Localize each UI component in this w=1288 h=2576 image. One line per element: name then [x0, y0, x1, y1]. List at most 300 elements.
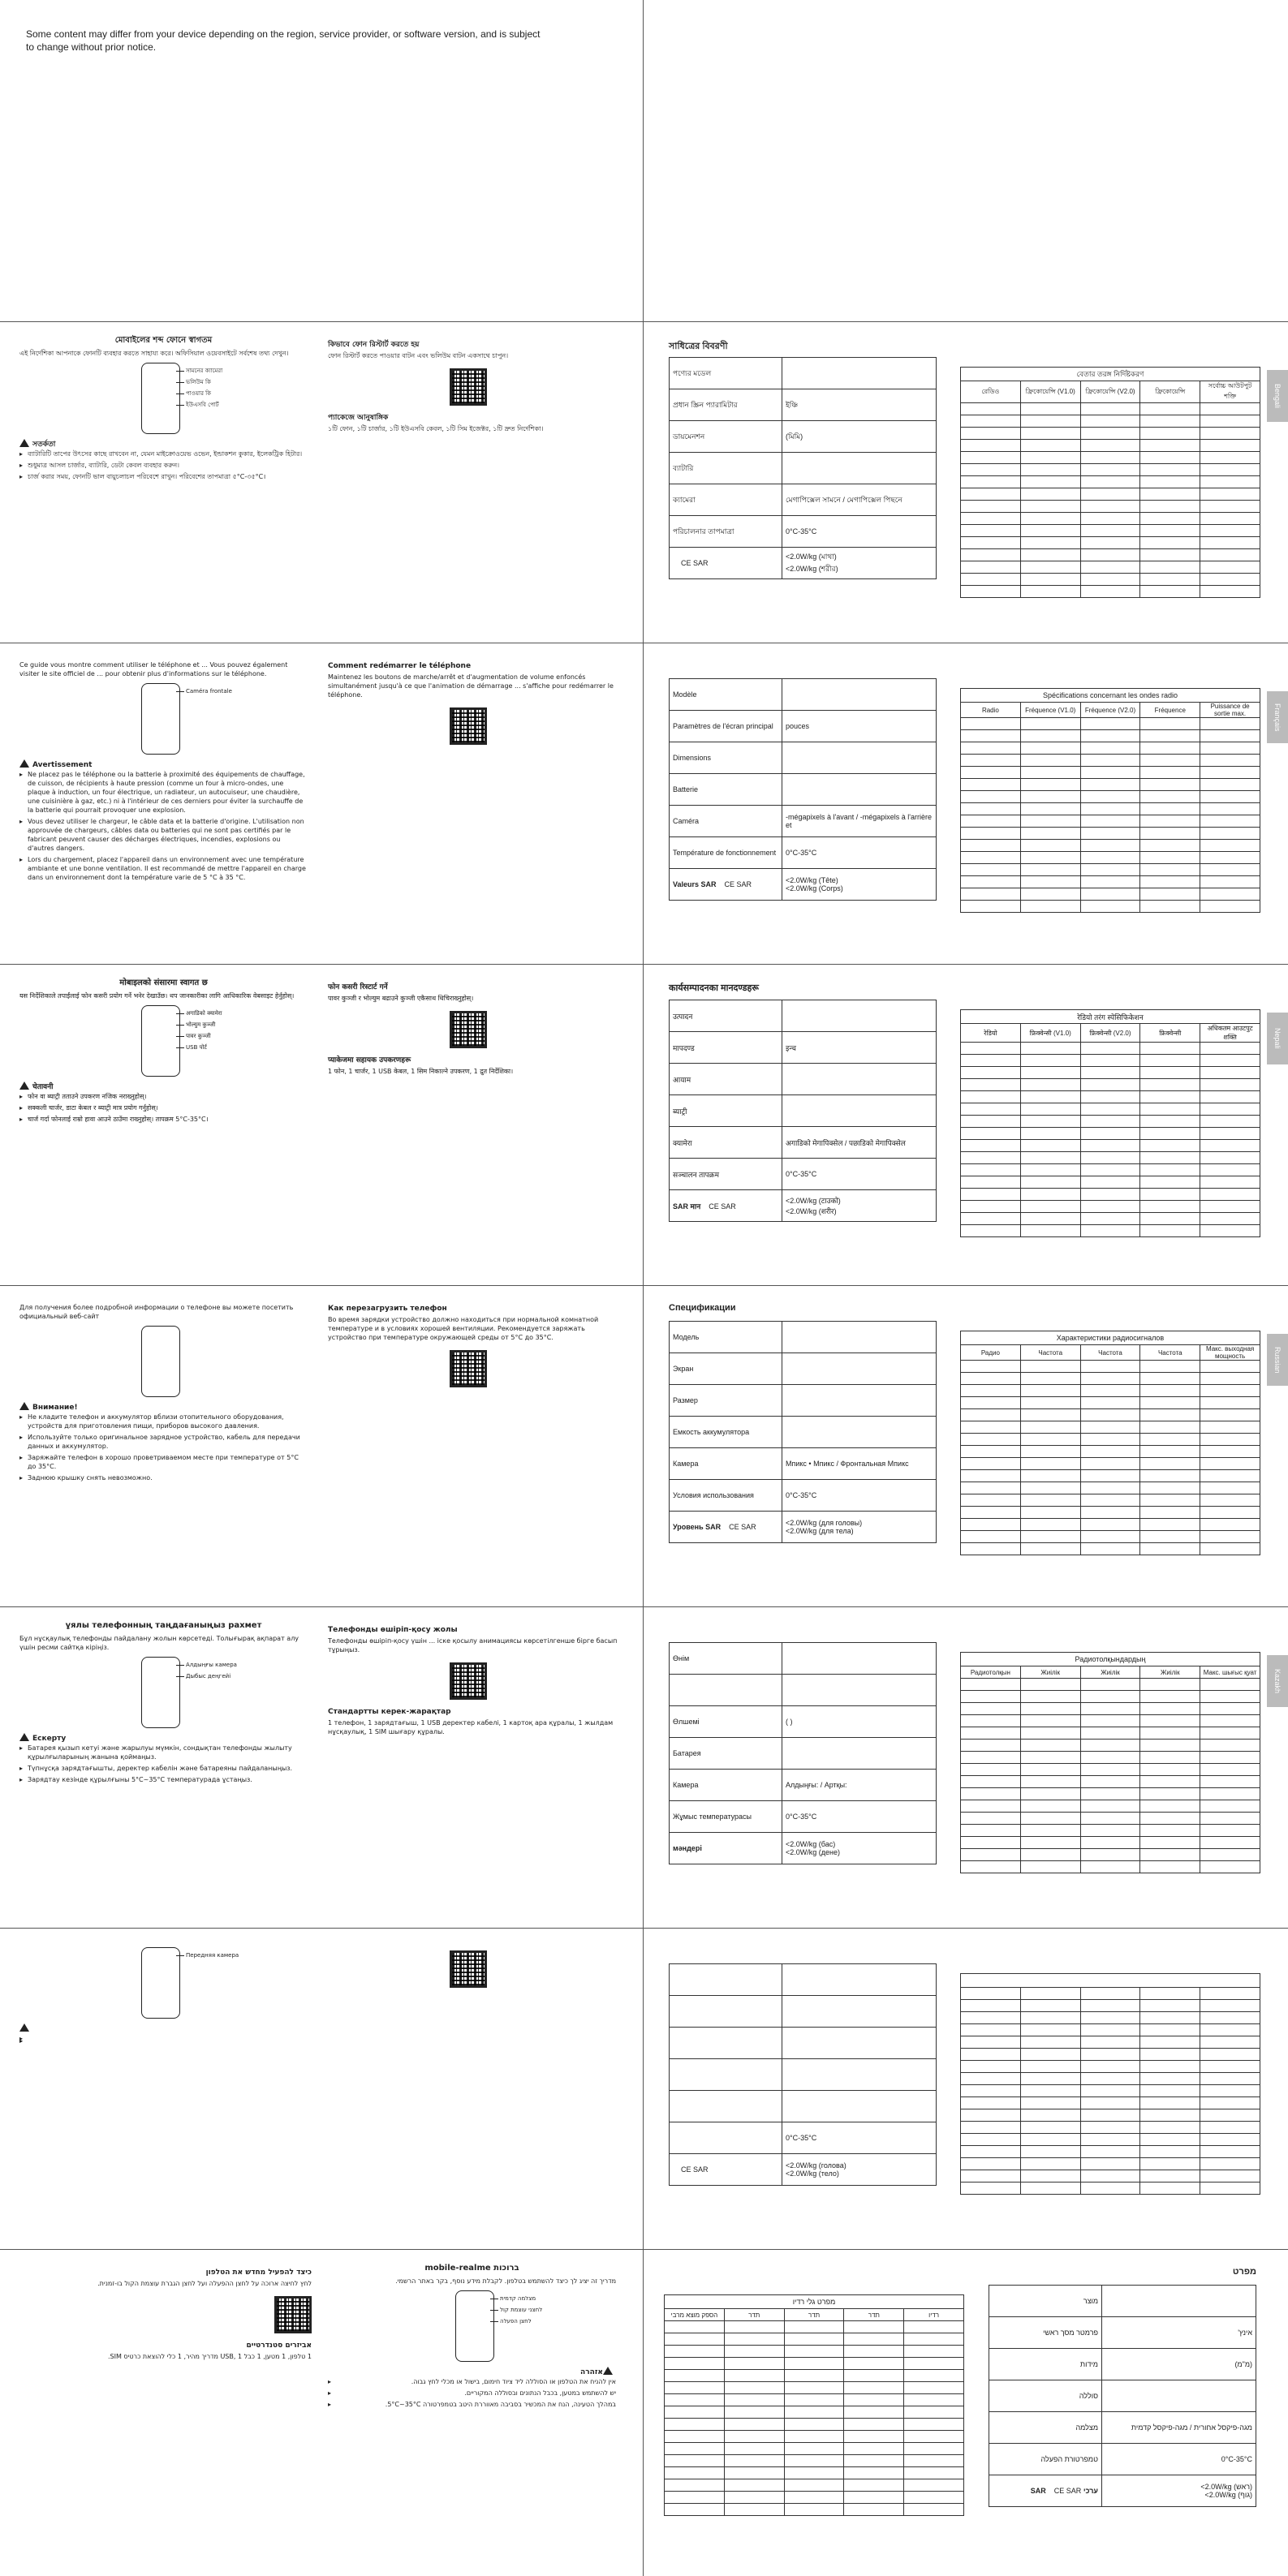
radio-cell	[724, 2321, 784, 2333]
spec-row	[670, 2122, 937, 2154]
radio-cell	[1080, 815, 1140, 828]
radio-cell	[961, 730, 1021, 742]
radio-row	[961, 1715, 1260, 1727]
radio-cell	[1200, 1825, 1260, 1837]
phone-callout-label: সামনের ক্যামেরা	[186, 368, 223, 374]
spec-table-block	[989, 2267, 1256, 2507]
sar-row	[670, 1190, 937, 1222]
radio-cell	[1080, 1679, 1140, 1691]
radio-cell	[1140, 852, 1200, 864]
radio-row	[961, 840, 1260, 852]
radio-cell	[961, 742, 1021, 755]
radio-cell	[1140, 1067, 1200, 1079]
spec-row	[670, 1000, 937, 1032]
sar-value: (ראש) 2.0W/kg>	[1200, 2483, 1252, 2491]
radio-cell	[1200, 1679, 1260, 1691]
radio-cell	[1200, 1788, 1260, 1800]
radio-cell	[1200, 2122, 1260, 2134]
radio-cell	[1140, 1752, 1200, 1764]
spec-value: 0°C-35°C	[782, 2122, 937, 2154]
radio-header-cell	[1200, 1988, 1260, 2000]
spec-table	[989, 2285, 1256, 2507]
radio-cell	[1140, 2036, 1200, 2049]
warning-item: ▸ চার্জ করার সময়, ফোনটি ভাল বায়ুচলাচল পরিবেশে রাখুন। পরিবেশের তাপমাত্রা ৫°C-৩৫°C।	[19, 472, 308, 481]
radio-cell	[961, 1213, 1021, 1225]
radio-cell	[784, 2406, 844, 2419]
radio-cell	[1080, 1140, 1140, 1152]
radio-cell	[904, 2492, 964, 2504]
radio-row	[961, 2061, 1260, 2073]
spec-key: Батарея	[670, 1738, 782, 1770]
radio-cell	[961, 1140, 1021, 1152]
radio-cell	[1140, 1727, 1200, 1740]
spec-row	[989, 2412, 1256, 2444]
radio-cell	[1080, 428, 1140, 440]
radio-cell	[961, 767, 1021, 779]
qr-code[interactable]	[450, 1011, 487, 1048]
radio-header-cell: फ्रिक्वेन्सी (V1.0)	[1020, 1024, 1080, 1043]
radio-cell	[961, 876, 1021, 888]
radio-cell	[1140, 1679, 1200, 1691]
radio-cell	[1140, 415, 1200, 428]
spec-key: ব্যাটারি	[670, 453, 782, 484]
radio-cell	[961, 791, 1021, 803]
radio-cell	[904, 2346, 964, 2358]
radio-cell	[724, 2479, 784, 2492]
column-left	[328, 2264, 616, 2411]
qr-code[interactable]	[450, 1662, 487, 1700]
phone-diagram	[141, 1657, 237, 1728]
radio-spec-block	[960, 1973, 1260, 2195]
radio-header-cell: Жиілік	[1140, 1666, 1200, 1679]
qr-code[interactable]	[274, 2296, 312, 2333]
spec-row	[670, 1801, 937, 1833]
radio-spec-table	[960, 688, 1260, 913]
radio-cell	[1020, 1740, 1080, 1752]
radio-cell	[1020, 537, 1080, 549]
radio-cell	[1200, 561, 1260, 574]
radio-cell	[961, 1373, 1021, 1385]
sar-value: <2.0W/kg (голова)	[786, 2161, 846, 2170]
radio-cell	[1080, 791, 1140, 803]
radio-cell	[1200, 2073, 1260, 2085]
radio-cell	[1140, 1409, 1200, 1421]
radio-cell	[1080, 1434, 1140, 1446]
radio-cell	[1080, 1752, 1140, 1764]
language-tab: Nepali	[1267, 1013, 1288, 1064]
radio-cell	[961, 1164, 1021, 1176]
radio-cell	[1140, 742, 1200, 755]
column-right	[328, 1621, 620, 1739]
radio-cell	[1140, 1861, 1200, 1873]
sar-sub: CE SAR	[681, 2165, 709, 2174]
radio-header-cell: ফ্রিকোয়েন্সি (V2.0)	[1080, 381, 1140, 403]
phone-callout-label: পাওয়ার কি	[186, 390, 212, 397]
sar-value: <2.0W/kg (тело)	[786, 2170, 839, 2178]
radio-cell	[1020, 1176, 1080, 1189]
manual-page-left	[19, 1300, 627, 1598]
radio-cell	[1140, 2146, 1200, 2158]
warning-item: ▸ יש להשתמש במטען, בכבל הנתונים ובסוללה המקוריים.	[328, 2389, 616, 2398]
qr-code[interactable]	[450, 707, 487, 745]
page-title: মোবাইলের শব্দ ফোনে স্বাগতম	[114, 336, 213, 345]
warning-item: ▸ শুধুমাত্র আসল চার্জার, ব্যাটারি, ডেটা কেবল ব্যবহার করুন।	[19, 461, 308, 470]
sar-value: (גוף) 2.0W/kg>	[1204, 2491, 1252, 2499]
radio-row	[961, 1507, 1260, 1519]
radio-cell	[1140, 1691, 1200, 1703]
spec-table-block	[669, 982, 937, 1222]
radio-row	[961, 1727, 1260, 1740]
sar-sub: CE SAR	[1053, 2487, 1082, 2495]
phone-callout-label: भोल्युम कुञ्जी	[186, 1021, 216, 1028]
radio-cell	[1140, 755, 1200, 767]
radio-header-cell: রেডিও	[961, 381, 1021, 403]
radio-row	[961, 852, 1260, 864]
radio-header-cell: Радиотолқын	[961, 1666, 1021, 1679]
radio-cell	[1080, 1225, 1140, 1237]
intro-text: Ce guide vous montre comment utiliser le téléphone et ... Vous pouvez également visiter le site officiel de ... pour obtenir plus d'informations sur le téléphone.	[19, 661, 288, 677]
radio-row	[961, 2073, 1260, 2085]
radio-cell	[844, 2455, 904, 2467]
radio-row	[665, 2431, 964, 2443]
radio-cell	[784, 2321, 844, 2333]
radio-cell	[1020, 840, 1080, 852]
radio-cell	[961, 2097, 1021, 2109]
radio-cell	[1200, 1531, 1260, 1543]
spec-value: 0°C-35°C	[782, 516, 937, 548]
column-left	[19, 657, 308, 884]
spec-value: अगाडिको मेगापिक्सेल / पछाडिको मेगापिक्सेल	[782, 1127, 937, 1159]
radio-cell	[1200, 476, 1260, 488]
radio-cell	[1140, 464, 1200, 476]
radio-row	[665, 2443, 964, 2455]
sar-sub: CE SAR	[709, 1202, 736, 1211]
radio-header-cell: Fréquence (V2.0)	[1080, 703, 1140, 718]
radio-row	[961, 1164, 1260, 1176]
radio-cell	[724, 2346, 784, 2358]
radio-cell	[1080, 2183, 1140, 2195]
spec-table-block	[669, 660, 937, 901]
spec-row	[670, 1322, 937, 1353]
radio-cell	[1080, 1800, 1140, 1813]
radio-row	[961, 1849, 1260, 1861]
section-text: ১টি ফোন, ১টি চার্জার, ১টি ইউএসবি কেবল, ১টি সিম ইজেক্টর, ১টি দ্রুত নির্দেশিকা।	[328, 425, 544, 432]
spec-table	[669, 357, 937, 579]
radio-cell	[1020, 1800, 1080, 1813]
radio-row	[961, 476, 1260, 488]
radio-cell	[844, 2394, 904, 2406]
sar-label	[670, 2154, 782, 2186]
phone-callout-label: לחצני עוצמת קול	[500, 2307, 543, 2313]
radio-cell	[1200, 1434, 1260, 1446]
radio-cell	[961, 2012, 1021, 2024]
radio-cell	[1020, 1691, 1080, 1703]
radio-row	[961, 1691, 1260, 1703]
spec-key	[670, 1675, 782, 1706]
radio-cell	[1140, 1849, 1200, 1861]
radio-cell	[1080, 1788, 1140, 1800]
radio-cell	[1200, 2049, 1260, 2061]
radio-cell	[904, 2370, 964, 2382]
radio-cell	[844, 2370, 904, 2382]
radio-row	[961, 1752, 1260, 1764]
radio-header-row	[961, 381, 1260, 403]
radio-cell	[1080, 803, 1140, 815]
manual-page-left	[19, 978, 627, 1277]
radio-cell	[1200, 2085, 1260, 2097]
radio-row	[665, 2455, 964, 2467]
phone-callout-label: Дыбыс деңгейі	[186, 1673, 231, 1679]
phone-callout-label: לחצן הפעלה	[500, 2318, 532, 2324]
manual-page-right	[664, 1303, 1264, 1598]
spec-key: ডায়মেনশন	[670, 421, 782, 453]
radio-header-cell: Puissance de sortie max.	[1200, 703, 1260, 718]
radio-cell	[961, 1813, 1021, 1825]
sar-label	[670, 869, 782, 901]
radio-row	[961, 2024, 1260, 2036]
phone-diagram	[141, 683, 232, 755]
radio-cell	[1200, 888, 1260, 901]
radio-cell	[1020, 767, 1080, 779]
warning-icon	[19, 1402, 29, 1410]
radio-cell	[1200, 415, 1260, 428]
radio-row	[961, 864, 1260, 876]
radio-cell	[961, 840, 1021, 852]
radio-cell	[1020, 464, 1080, 476]
radio-cell	[961, 1361, 1021, 1373]
radio-header-cell: Макс. шығыс қуат	[1200, 1666, 1260, 1679]
radio-cell	[1200, 876, 1260, 888]
radio-cell	[1140, 767, 1200, 779]
radio-row	[961, 1470, 1260, 1482]
radio-cell	[844, 2504, 904, 2516]
radio-header-cell: अधिकतम आउटपुट शक्ति	[1200, 1024, 1260, 1043]
radio-header-cell: Макс. выходная мощность	[1200, 1345, 1260, 1361]
radio-row	[665, 2419, 964, 2431]
radio-cell	[1140, 876, 1200, 888]
radio-cell	[1140, 586, 1200, 598]
radio-cell	[1200, 1849, 1260, 1861]
radio-cell	[961, 1458, 1021, 1470]
radio-cell	[961, 803, 1021, 815]
radio-header-cell: ফ্রিকোয়েন্সি (V1.0)	[1020, 381, 1080, 403]
qr-code[interactable]	[450, 1350, 487, 1387]
radio-spec-table	[960, 1652, 1260, 1873]
warning-item: ▸ चार्ज गर्दा फोनलाई राम्रो हावा आउने ठाउँमा राख्नुहोस्। तापक्रम 5°C-35°C।	[19, 1115, 308, 1124]
radio-cell	[961, 1128, 1021, 1140]
radio-cell	[961, 1201, 1021, 1213]
radio-header-cell: תדר	[784, 2309, 844, 2321]
spec-row	[670, 679, 937, 711]
radio-cell	[1080, 1409, 1140, 1421]
radio-cell	[961, 574, 1021, 586]
radio-cell	[784, 2419, 844, 2431]
radio-cell	[1200, 779, 1260, 791]
radio-row	[961, 1837, 1260, 1849]
radio-cell	[1080, 1776, 1140, 1788]
radio-cell	[1020, 476, 1080, 488]
spec-value: מגה-פיקסל אחורית / מגה-פיקסל קדמית	[1102, 2412, 1256, 2444]
radio-cell	[1200, 1543, 1260, 1555]
radio-cell	[1020, 586, 1080, 598]
spec-row	[670, 1159, 937, 1190]
spec-title: कार्यसम्पादनका मानदण्डहरू	[669, 983, 759, 993]
radio-cell	[961, 1446, 1021, 1458]
radio-cell	[1200, 549, 1260, 561]
radio-header-cell	[1080, 1988, 1140, 2000]
warning-title: אזהרה	[580, 2368, 603, 2376]
radio-cell	[1020, 1494, 1080, 1507]
radio-cell	[1140, 2109, 1200, 2122]
radio-cell	[1200, 718, 1260, 730]
radio-cell	[961, 537, 1021, 549]
radio-cell	[724, 2467, 784, 2479]
radio-cell	[1020, 1482, 1080, 1494]
radio-row	[961, 1482, 1260, 1494]
phone-diagram	[141, 1326, 180, 1397]
radio-cell	[784, 2492, 844, 2504]
radio-cell	[961, 1679, 1021, 1691]
radio-header-cell: Частота	[1020, 1345, 1080, 1361]
spec-row	[670, 1095, 937, 1127]
qr-code[interactable]	[450, 1950, 487, 1988]
radio-cell	[1020, 525, 1080, 537]
radio-row	[961, 1103, 1260, 1116]
radio-row	[961, 440, 1260, 452]
radio-table-title: Характеристики радиосигналов	[961, 1331, 1260, 1345]
radio-cell	[1200, 513, 1260, 525]
spec-key: Жұмыс температурасы	[670, 1801, 782, 1833]
radio-cell	[1200, 1494, 1260, 1507]
radio-cell	[904, 2504, 964, 2516]
radio-cell	[1140, 1152, 1200, 1164]
radio-cell	[1140, 730, 1200, 742]
warning-item: ▸ Зарядтау кезінде құрылғыны 5°C~35°C температурада ұстаңыз.	[19, 1775, 308, 1784]
radio-cell	[1200, 1152, 1260, 1164]
phone-diagram	[141, 1947, 239, 2019]
radio-row	[961, 1128, 1260, 1140]
spec-title: Спецификации	[669, 1303, 736, 1313]
spec-key: उत्पादन	[670, 1000, 782, 1032]
radio-cell	[1020, 803, 1080, 815]
radio-cell	[1080, 1055, 1140, 1067]
radio-cell	[1020, 742, 1080, 755]
radio-row	[961, 791, 1260, 803]
warning-item: ▸ Түпнұсқа зарядтағышты, деректер кабелін және батареяны пайдаланыңыз.	[19, 1764, 308, 1773]
radio-cell	[1200, 1361, 1260, 1373]
warning-item: ▸ Lors du chargement, placez l'appareil dans un environnement avec une température ambiante et une bonne ventilation. Il est recommandé de mettre l'appareil en charge dans un environnement dont la température varie de 5 °C à 35 °C.	[19, 855, 308, 882]
radio-cell	[1200, 1225, 1260, 1237]
radio-cell	[1020, 2073, 1080, 2085]
radio-table-title: रेडियो तरंग स्पेसिफिकेशन	[961, 1010, 1260, 1024]
radio-header-cell: רדיו	[904, 2309, 964, 2321]
radio-cell	[961, 501, 1021, 513]
radio-cell	[1140, 1397, 1200, 1409]
radio-cell	[1200, 2097, 1260, 2109]
radio-cell	[1080, 1531, 1140, 1543]
radio-row	[961, 876, 1260, 888]
qr-code[interactable]	[450, 368, 487, 406]
radio-cell	[1140, 1421, 1200, 1434]
radio-cell	[1200, 864, 1260, 876]
column-right	[328, 978, 620, 1078]
radio-cell	[961, 1176, 1021, 1189]
radio-row	[961, 1385, 1260, 1397]
radio-cell	[1200, 1189, 1260, 1201]
radio-cell	[1200, 1519, 1260, 1531]
radio-cell	[1020, 501, 1080, 513]
radio-cell	[961, 2109, 1021, 2122]
sar-row	[670, 548, 937, 579]
radio-row	[961, 549, 1260, 561]
spec-key	[670, 1996, 782, 2028]
spec-value	[1102, 2380, 1256, 2412]
radio-cell	[1200, 464, 1260, 476]
warning-heading	[19, 439, 308, 449]
radio-cell	[961, 1116, 1021, 1128]
radio-cell	[961, 1397, 1021, 1409]
radio-cell	[961, 2134, 1021, 2146]
spec-table-block	[669, 339, 937, 579]
radio-cell	[1200, 1176, 1260, 1189]
section-heading: Стандартты керек-жарақтар	[328, 1708, 451, 1716]
radio-cell	[1140, 1494, 1200, 1507]
radio-header-cell: תדר	[724, 2309, 784, 2321]
radio-row	[961, 2049, 1260, 2061]
warning-heading	[19, 1402, 308, 1413]
radio-cell	[1080, 1103, 1140, 1116]
radio-spec-table	[960, 367, 1260, 598]
spec-value	[782, 1322, 937, 1353]
radio-row	[961, 742, 1260, 755]
radio-row	[961, 1140, 1260, 1152]
radio-cell	[961, 513, 1021, 525]
radio-cell	[784, 2479, 844, 2492]
radio-cell	[1140, 513, 1200, 525]
radio-cell	[1140, 2012, 1200, 2024]
radio-cell	[665, 2467, 725, 2479]
radio-cell	[1080, 1446, 1140, 1458]
spec-table-block	[669, 1624, 937, 1864]
manual-page-left	[19, 1942, 627, 2241]
radio-row	[961, 888, 1260, 901]
radio-cell	[1080, 2000, 1140, 2012]
radio-cell	[1080, 2024, 1140, 2036]
radio-cell	[1020, 2036, 1080, 2049]
radio-cell	[1140, 1776, 1200, 1788]
language-tab: Français	[1267, 691, 1288, 743]
radio-cell	[961, 403, 1021, 415]
radio-cell	[844, 2406, 904, 2419]
radio-cell	[1020, 403, 1080, 415]
radio-header-row	[961, 703, 1260, 718]
spec-title	[669, 1946, 937, 1957]
spec-key	[670, 1964, 782, 1996]
radio-cell	[1140, 1531, 1200, 1543]
radio-cell	[961, 561, 1021, 574]
radio-cell	[1140, 2158, 1200, 2170]
radio-cell	[1080, 852, 1140, 864]
radio-header-cell: Частота	[1140, 1345, 1200, 1361]
spec-row	[670, 1964, 937, 1996]
radio-cell	[844, 2321, 904, 2333]
radio-cell	[961, 549, 1021, 561]
phone-callout-label: USB पोर्ट	[186, 1044, 207, 1051]
radio-cell	[1020, 852, 1080, 864]
spec-row	[670, 837, 937, 869]
radio-cell	[1020, 779, 1080, 791]
sar-value: <2.0W/kg (Corps)	[786, 884, 843, 892]
